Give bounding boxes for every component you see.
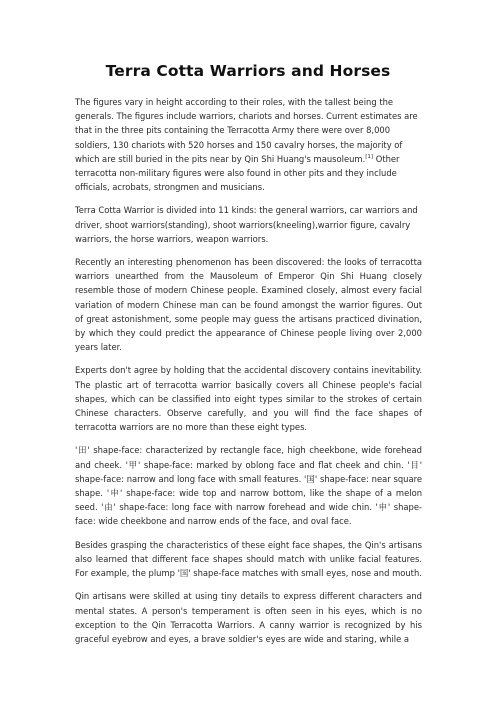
paragraph-5: '田' shape-face: characterized by rectangle face, high cheekbone, wide forehead and cheek. '甲' shape-face: marked by oblong face and flat cheek and chin. '目' shape-face: narrow and long face with small features. '国' shape-face: near square shape. '申' shape-face: wide top and narrow bottom, like the shape of a melon seed. '由' shape-face: long face with narrow forehead and wide chin. '申' shape-face: wide cheekbone and narrow ends of the face, and oval face. — [75, 445, 423, 527]
page-title: Terra Cotta Warriors and Horses — [105, 62, 391, 80]
paragraph-6: Besides grasping the characteristics of these eight face shapes, the Qin's artisans also learned that different face shapes should match with unlike facial features. For example, the plump '国' shape-face matches with small eyes, nose and mouth. — [75, 539, 422, 579]
paragraph-2: Terra Cotta Warrior is divided into 11 kinds: the general warriors, car warriors and driver, shoot warriors(standing), shoot warriors(kneeling),warrior figure, cavalry warriors, the horse warriors, weapon warriors. — [75, 205, 418, 244]
footnote-ref[interactable]: [1] — [365, 154, 374, 161]
document-body — [75, 95, 422, 655]
paragraph-7: Qin artisans were skilled at using tiny details to express different characters and mental states. A person's temperament is often seen in his eyes, which is no exception to the Qin Terracotta Warriors. A canny warrior is recognized by his graceful eyebrow and eyes, a brave soldier's eyes are wide and staring, while a — [75, 591, 422, 644]
paragraph-1-text: The figures vary in height according to their roles, with the tallest being the generals. The figures include warriors, chariots and horses. Current estimates are that in the three pits containing the Terracotta Army there were over 8,000 soldiers, 130 chariots with 520 horses and 150 cavalry horses, the majority of which are still buried in the pits near by Qin Shi Huang's mausoleum. — [75, 97, 418, 164]
paragraph-3: Recently an interesting phenomenon has been discovered: the looks of terracotta warriors unearthed from the Mausoleum of Emperor Qin Shi Huang closely resemble those of modern Chinese people. Examined closely, almost every facial variation of modern Chinese man can be found amongst the warrior figures. Out of great astonishment, some people may guess the artisans practiced divination, by which they could predict the appearance of Chinese people living over 2,000 years later. — [75, 257, 422, 353]
paragraph-1 — [75, 95, 422, 194]
paragraph-1-text-continued: Other terracotta non-military figures were also found in other pits and they include officials, acrobats, strongmen and musicians. — [75, 153, 400, 193]
paragraph-4: Experts don't agree by holding that the accidental discovery contains inevitability. The plastic art of terracotta warrior basically covers all Chinese people's facial shapes, which can be classified into eight types similar to the strokes of certain Chinese characters. Observe carefully, and you will find the face shapes of terracotta warriors are no more than these eight types. — [75, 365, 422, 433]
